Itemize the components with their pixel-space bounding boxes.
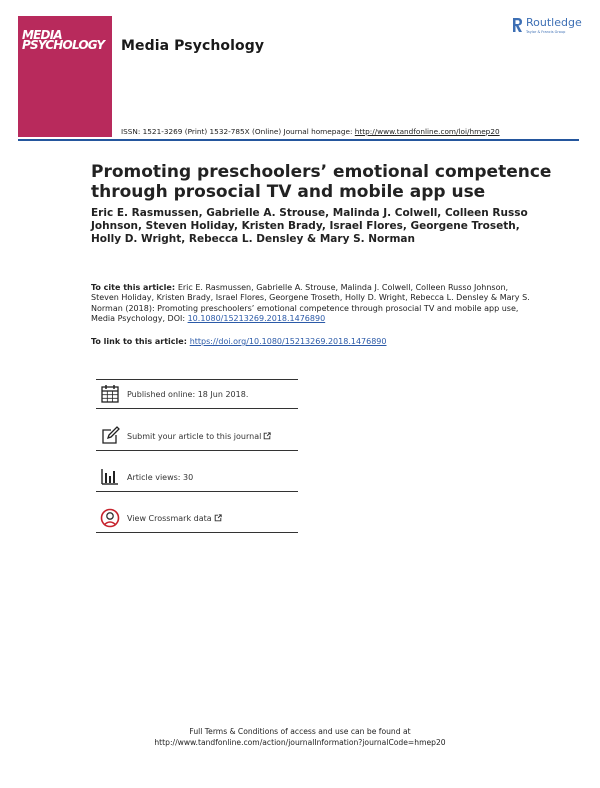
article-authors: Eric E. Rasmussen, Gabrielle A. Strouse, Malinda J. Colwell, Colleen Russo Johnson, Steven Holiday, Kristen Brady, Israel Flores, Georgene Troseth, Holly D. Wright, Rebecca L. Densley & Mary S. Norman (91, 207, 528, 245)
calendar-icon (100, 384, 120, 404)
pencil-edit-icon (100, 426, 120, 446)
publisher-logo (511, 17, 582, 35)
publisher-tagline: Taylor & Francis Group (526, 30, 566, 34)
citation-block (91, 283, 531, 324)
link-label: To link to this article: (91, 337, 190, 346)
issn-line: ISSN: 1521-3269 (Print) 1532-785X (Online) Journal homepage: http://www.tandfonline.com/loi/hmep20 (121, 127, 500, 136)
external-link-icon (263, 432, 271, 440)
article-link-line (91, 337, 387, 346)
external-link-icon (214, 514, 222, 522)
footer-url[interactable]: http://www.tandfonline.com/action/journalInformation?journalCode=hmep20 (154, 737, 446, 747)
header-divider (18, 139, 579, 141)
article-views-item (96, 463, 298, 492)
citation-label: To cite this article: (91, 283, 178, 292)
submit-article-link[interactable]: Submit your article to this journal (127, 431, 262, 441)
citation-text: Eric E. Rasmussen, Gabrielle A. Strouse, Malinda J. Colwell, Colleen Russo Johnson, Steven Holiday, Kristen Brady, Israel Flores, Georgene Troseth, Holly D. Wright, Rebecca L. Densley & Mary S. Norman (2018): Promoting preschoolers’ emotional competence through prosocial TV and mobile app use, Media Psychology, DOI: (91, 283, 530, 323)
journal-homepage-link[interactable]: http://www.tandfonline.com/loi/hmep20 (354, 127, 500, 136)
article-doi-link[interactable]: https://doi.org/10.1080/15213269.2018.1476890 (189, 337, 387, 346)
cover-title: MEDIA PSYCHOLOGY (22, 28, 105, 52)
journal-name: Media Psychology (121, 38, 265, 54)
journal-cover (18, 16, 112, 137)
crossmark-icon (100, 508, 120, 528)
footer-terms: Full Terms & Conditions of access and use can be found at (189, 727, 411, 736)
publisher-name: Routledge (526, 16, 582, 29)
published-item (96, 380, 298, 409)
crossmark-item[interactable] (96, 504, 298, 533)
article-views-count: Article views: 30 (127, 472, 194, 482)
article-title: Promoting preschoolers’ emotional competence through prosocial TV and mobile app use (91, 162, 552, 202)
crossmark-link[interactable]: View Crossmark data (127, 513, 212, 523)
routledge-logo-icon (511, 17, 523, 33)
bar-chart-icon (100, 467, 120, 487)
submit-article-item[interactable] (96, 422, 298, 451)
footer (0, 727, 600, 748)
citation-doi-link[interactable]: 10.1080/15213269.2018.1476890 (187, 313, 326, 323)
published-date: Published online: 18 Jun 2018. (127, 389, 249, 399)
